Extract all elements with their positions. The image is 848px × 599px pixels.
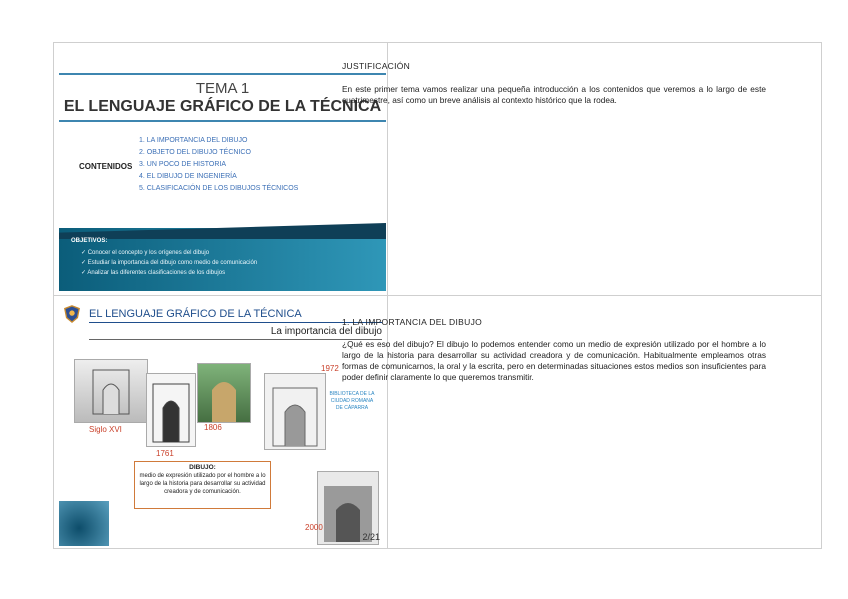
document-page xyxy=(53,42,822,549)
section-body: ¿Qué es eso del dibujo? El dibujo lo podemos entender como un medio de expresión utilizado por el hombre a lo largo de la historia para desarrollar su actividad creadora y de comunicación. Habitualmente empleamos otras formas de comunicarnos, la oral y la escrita, pero en determinadas situaciones estos medios son insuficientes para poder definir claramente lo que queremos transmitir. xyxy=(342,339,766,382)
date-label: Siglo XVI xyxy=(89,425,122,434)
definition-box xyxy=(134,461,271,509)
contenidos-item: 5. CLASIFICACIÓN DE LOS DIBUJOS TÉCNICOS xyxy=(139,185,299,192)
slide-subtitle: La importancia del dibujo xyxy=(270,326,382,337)
arch-painting-image xyxy=(197,363,251,423)
date-label: 1806 xyxy=(204,423,222,432)
objetivo-item: ✓ Analizar las diferentes clasificaciones de los dibujos xyxy=(81,270,226,276)
tools-image xyxy=(59,501,109,546)
date-label: 1761 xyxy=(156,449,174,458)
arch-etching-image xyxy=(264,373,326,450)
slide-1-thumbnail xyxy=(59,73,386,291)
row-divider xyxy=(54,295,821,296)
contenidos-label: CONTENIDOS xyxy=(79,162,133,171)
contenidos-item: 4. EL DIBUJO DE INGENIERÍA xyxy=(139,173,237,180)
aside-caption: BIBLIOTECA DE LA CIUDAD ROMANA DE CÁPARRA xyxy=(329,391,375,411)
arch-sketch-image xyxy=(74,359,148,423)
slide-rule xyxy=(89,322,382,323)
section-body: En este primer tema vamos realizar una pequeña introducción a los contenidos que veremos a lo largo de este cuatrimestre, así como un breve análisis al contexto histórico que la rodea. xyxy=(342,84,766,105)
slide-tema: TEMA 1 xyxy=(195,80,250,97)
slide-title: EL LENGUAJE GRÁFICO DE LA TÉCNICA xyxy=(89,308,302,320)
date-label: 1972 xyxy=(321,364,339,373)
objetivos-list xyxy=(81,248,257,278)
definition-text: medio de expresión utilizado por el hombre a lo largo de la historia para desarrollar su actividad creadora y de comunicación. xyxy=(139,473,266,495)
arch-drawing-image xyxy=(146,373,196,447)
objetivos-label: OBJETIVOS: xyxy=(71,238,108,244)
slide-page-number: 2/21 xyxy=(362,532,380,542)
objetivo-item: ✓ Conocer el concepto y los orígenes del dibujo xyxy=(81,250,210,256)
slide-title: EL LENGUAJE GRÁFICO DE LA TÉCNICA xyxy=(63,98,382,115)
slide-2-thumbnail xyxy=(59,301,386,546)
contenidos-item: 1. LA IMPORTANCIA DEL DIBUJO xyxy=(139,137,248,144)
objetivo-item: ✓ Estudiar la importancia del dibujo como medio de comunicación xyxy=(81,260,258,266)
section-heading: JUSTIFICACIÓN xyxy=(342,61,411,71)
section-heading: 1. LA IMPORTANCIA DEL DIBUJO xyxy=(342,317,483,327)
slide-rule xyxy=(89,339,382,340)
slide-rule xyxy=(59,120,386,122)
contenidos-list xyxy=(139,135,298,195)
definition-title: DIBUJO: xyxy=(189,464,216,471)
column-divider xyxy=(387,43,388,548)
slide-rule xyxy=(59,73,386,75)
shield-logo-icon xyxy=(63,305,81,323)
contenidos-item: 2. OBJETO DEL DIBUJO TÉCNICO xyxy=(139,149,251,156)
contenidos-item: 3. UN POCO DE HISTORIA xyxy=(139,161,226,168)
date-label: 2000 xyxy=(305,523,323,532)
